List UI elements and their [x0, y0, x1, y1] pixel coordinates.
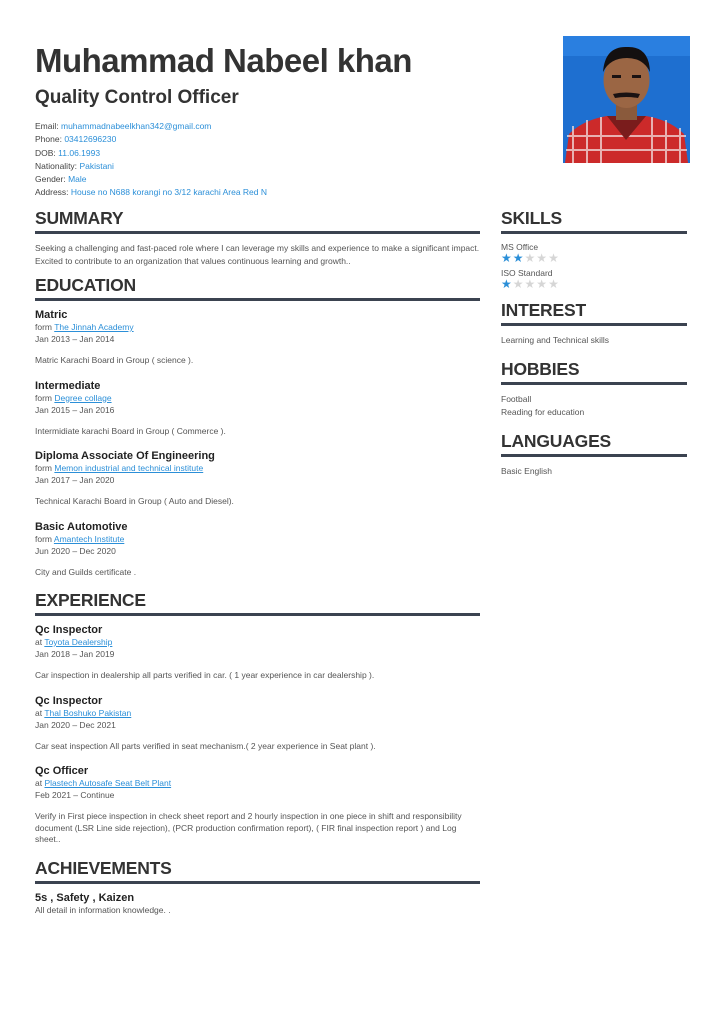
- entry-date: Jun 2020 – Dec 2020: [35, 545, 116, 556]
- languages-heading: LANGUAGES: [501, 431, 687, 457]
- entry-title: Matric: [35, 309, 68, 321]
- entry-title: Qc Inspector: [35, 624, 103, 636]
- achievement-description: All detail in information knowledge. .: [35, 904, 171, 915]
- contact-phone: Phone: 03412696230: [35, 134, 117, 145]
- skill-name: ISO Standard: [501, 268, 553, 278]
- interest-heading: INTEREST: [501, 300, 687, 326]
- education-entry: Matric form The Jinnah Academy Jan 2013 – Jan 2014 Matric Karachi Board in Group ( science ).: [35, 309, 480, 367]
- hobby-item: Reading for education: [501, 407, 585, 417]
- contact-nationality: Nationality: Pakistani: [35, 160, 114, 171]
- main-column: [35, 208, 480, 916]
- achievements-heading: ACHIEVEMENTS: [35, 858, 480, 884]
- contact-block: [35, 120, 267, 200]
- profile-photo: [563, 36, 690, 163]
- entry-title: Diploma Associate Of Engineering: [35, 450, 215, 462]
- interest-section: [501, 300, 687, 348]
- institution-link[interactable]: The Jinnah Academy: [54, 322, 134, 332]
- job-title: Quality Control Officer: [35, 87, 239, 108]
- entry-title: Qc Inspector: [35, 694, 103, 707]
- entry-description: Intermidiate karachi Board in Group ( Commerce ).: [35, 425, 226, 436]
- entry-description: Car seat inspection All parts verified in seat mechanism.( 2 year experience in Seat plant ).: [35, 740, 376, 751]
- experience-entry: Qc Inspector at Toyota Dealership Jan 2018 – Jan 2019 Car inspection in dealership all parts verified in car. ( 1 year experience in car dealership ).: [35, 624, 480, 682]
- candidate-name: Muhammad Nabeel khan: [35, 42, 412, 79]
- contact-gender: Gender: Male: [35, 174, 87, 185]
- star-empty-icon: ★: [536, 277, 549, 291]
- languages-section: [501, 431, 687, 479]
- entry-date: Jan 2015 – Jan 2016: [35, 404, 115, 415]
- entry-title: Basic Automotive: [35, 520, 128, 533]
- language-item: Basic English: [501, 465, 553, 476]
- education-entry: Intermediate form Degree collage Jan 2015 – Jan 2016 Intermidiate karachi Board in Group ( Commerce ).: [35, 380, 480, 438]
- employer-link[interactable]: Toyota Dealership: [44, 637, 113, 647]
- star-filled-icon: ★: [501, 251, 513, 265]
- star-empty-icon: ★: [524, 251, 537, 265]
- star-empty-icon: ★: [512, 277, 525, 291]
- entry-date: Jan 2017 – Jan 2020: [35, 475, 115, 485]
- star-filled-icon: ★: [512, 251, 525, 265]
- summary-section: [35, 208, 480, 267]
- skill-item: [501, 242, 687, 264]
- star-empty-icon: ★: [536, 251, 549, 265]
- star-empty-icon: ★: [524, 277, 537, 291]
- skill-item: [501, 268, 687, 290]
- experience-entry: Qc Inspector at Thal Boshuko Pakistan Jan 2020 – Dec 2021 Car seat inspection All parts verified in seat mechanism.( 2 year experience in Seat plant ).: [35, 695, 480, 753]
- hobbies-heading: HOBBIES: [501, 359, 687, 385]
- entry-description: City and Guilds certificate .: [35, 566, 137, 577]
- institution-link[interactable]: Memon industrial and technical institute: [54, 463, 204, 473]
- skills-heading: SKILLS: [501, 208, 687, 234]
- entry-description: Matric Karachi Board in Group ( science ).: [35, 355, 194, 365]
- contact-address: Address: House no N688 korangi no 3/12 karachi Area Red N: [35, 187, 268, 198]
- entry-date: Feb 2021 – Continue: [35, 790, 115, 800]
- star-empty-icon: ★: [548, 277, 560, 291]
- skill-rating: [501, 252, 687, 264]
- star-empty-icon: ★: [548, 251, 560, 265]
- side-column: [501, 208, 687, 478]
- education-heading: EDUCATION: [35, 275, 480, 301]
- entry-date: Jan 2013 – Jan 2014: [35, 334, 115, 344]
- entry-title: Intermediate: [35, 379, 101, 392]
- entry-title: Qc Officer: [35, 765, 89, 777]
- education-entry: Diploma Associate Of Engineering form Memon industrial and technical institute Jan 2017 – Jan 2020 Technical Karachi Board in Group ( Auto and Diesel).: [35, 450, 480, 508]
- skill-rating: [501, 278, 687, 290]
- education-entry: Basic Automotive form Amantech Institute Jun 2020 – Dec 2020 City and Guilds certificate .: [35, 521, 480, 579]
- experience-section: [35, 590, 480, 846]
- interest-item: Learning and Technical skills: [501, 335, 610, 345]
- institution-link[interactable]: Amantech Institute: [53, 533, 125, 544]
- employer-link[interactable]: Thal Boshuko Pakistan: [44, 707, 132, 718]
- experience-entry: Qc Officer at Plastech Autosafe Seat Belt Plant Feb 2021 – Continue Verify in First piece inspection in check sheet report and 2 hourly inspection in one piece in shift and responsibility document (LSR Line side rejection), (PCR production confirmation report), ( FIR final inspection report ) and Log sheet..: [35, 765, 480, 846]
- skill-name: MS Office: [501, 242, 539, 252]
- institution-link[interactable]: Degree collage: [54, 392, 112, 403]
- entry-date: Jan 2020 – Dec 2021: [35, 719, 116, 730]
- entry-description: Car inspection in dealership all parts verified in car. ( 1 year experience in car dealership ).: [35, 670, 375, 680]
- contact-dob: DOB: 11.06.1993: [35, 147, 101, 158]
- entry-description: Technical Karachi Board in Group ( Auto and Diesel).: [35, 496, 234, 506]
- entry-date: Jan 2018 – Jan 2019: [35, 649, 115, 659]
- education-section: [35, 275, 480, 578]
- summary-text: Seeking a challenging and fast-paced role where I can leverage my skills and experience to make a significant impact. Excited to contribute to an organization that values continuous learning and growth..: [35, 243, 480, 266]
- skills-section: [501, 208, 687, 290]
- achievements-section: [35, 858, 480, 916]
- employer-link[interactable]: Plastech Autosafe Seat Belt Plant: [44, 778, 172, 788]
- entry-description: Verify in First piece inspection in check sheet report and 2 hourly inspection in one piece in shift and responsibility document (LSR Line side rejection), (PCR production confirmation report), ( FIR final inspection report ) and Log sheet..: [35, 811, 462, 844]
- hobby-item: Football: [501, 393, 532, 404]
- summary-heading: SUMMARY: [35, 208, 480, 234]
- contact-email: Email: muhammadnabeelkhan342@gmail.com: [35, 121, 212, 131]
- star-filled-icon: ★: [501, 277, 513, 291]
- experience-heading: EXPERIENCE: [35, 590, 480, 616]
- hobbies-section: [501, 359, 687, 420]
- achievement-title: 5s , Safety , Kaizen: [35, 891, 135, 904]
